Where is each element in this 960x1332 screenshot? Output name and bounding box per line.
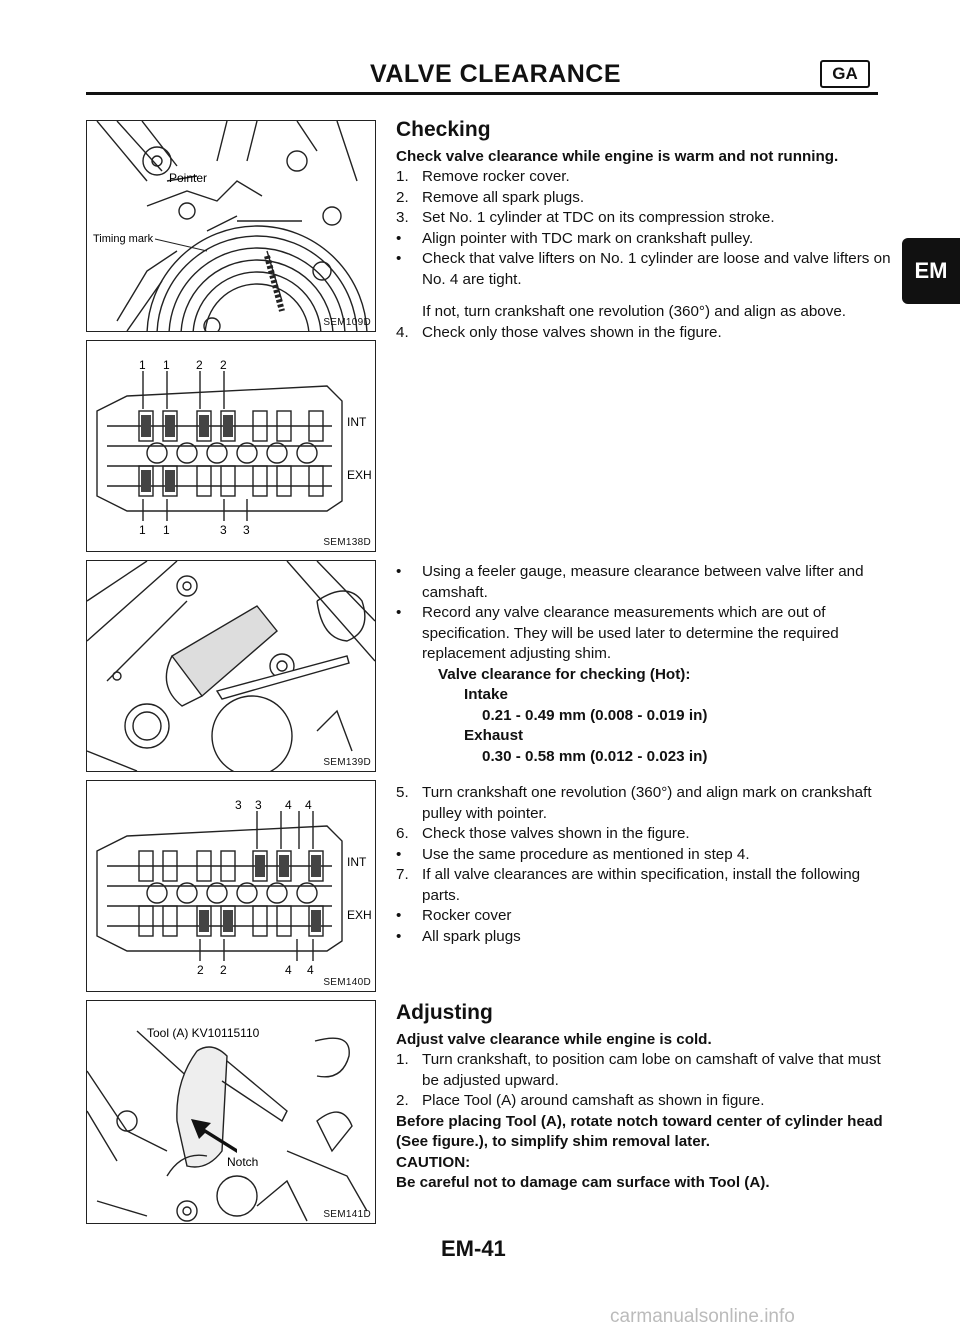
tool-label: Tool (A) KV10115110 [147, 1026, 260, 1040]
valve-number: 3 [220, 523, 227, 537]
list-item: • Record any valve clearance measurements which are out of specification. They will be used later to determine the required replacement adjusting shim. [396, 604, 839, 662]
note-text: If not, turn crankshaft one revolution (360°) and align as above. [422, 303, 846, 320]
list-item: 6. Check those valves shown in the figure. [396, 825, 690, 842]
engine-badge: GA [820, 60, 870, 88]
cylinder-head-diagram [87, 341, 375, 551]
checking-lead: Check valve clearance while engine is warm and not running. [396, 147, 839, 165]
valve-number: 2 [220, 963, 227, 977]
valve-number: 1 [163, 358, 170, 372]
timing-mark-label: Timing mark [93, 233, 154, 245]
second-check-section [396, 783, 892, 947]
valve-number: 4 [307, 963, 314, 977]
bold-note: Before placing Tool (A), rotate notch toward center of cylinder head (See figure.), to simplify shim removal later. [396, 1112, 883, 1150]
exhaust-label: Exhaust [464, 727, 524, 744]
caution-label: CAUTION: [396, 1153, 471, 1171]
checking-heading: Checking [396, 118, 491, 141]
measurement-section [396, 562, 892, 767]
valve-number: 2 [197, 963, 204, 977]
page-number: EM-41 [441, 1236, 506, 1261]
valve-number: 3 [243, 523, 250, 537]
valve-number: 3 [235, 798, 242, 812]
list-item: 1. Turn crankshaft, to position cam lobe on camshaft of valve that must be adjusted upward. [396, 1051, 881, 1089]
cylinder-head-diagram [87, 781, 375, 991]
exhaust-label: EXH [347, 468, 372, 482]
list-item: • All spark plugs [396, 927, 521, 945]
list-item: 1. Remove rocker cover. [396, 168, 570, 185]
intake-label: INT [347, 415, 367, 429]
adjusting-section [396, 1003, 892, 1194]
figure-code: SEM141D [323, 1209, 371, 1220]
valve-number: 2 [220, 358, 227, 372]
notch-label: Notch [227, 1155, 259, 1169]
list-item: • Rocker cover [396, 907, 512, 924]
figure-code: SEM140D [323, 977, 371, 988]
intake-value: 0.21 - 0.49 mm (0.008 - 0.019 in) [482, 706, 708, 724]
figure-tool-placement [86, 1000, 376, 1224]
valve-number: 1 [139, 358, 146, 372]
valve-number: 2 [196, 358, 203, 372]
figure-valve-layout-2 [86, 780, 376, 992]
adjusting-lead: Adjust valve clearance while engine is cold. [396, 1030, 712, 1048]
figure-code: SEM109D [323, 317, 371, 328]
valve-number: 1 [139, 523, 146, 537]
figure-feeler-gauge [86, 560, 376, 772]
list-item: 5. Turn crankshaft one revolution (360°) and align mark on crankshaft pulley with pointer. [396, 784, 872, 822]
list-item: 7. If all valve clearances are within specification, install the following parts. [396, 866, 861, 904]
figure-code: SEM139D [323, 757, 371, 768]
intake-label: INT [347, 855, 367, 869]
header-rule [86, 92, 878, 95]
pulley-illustration [87, 121, 375, 331]
pointer-label: Pointer [169, 171, 208, 185]
spec-title: Valve clearance for checking (Hot): [438, 665, 691, 683]
figure-code: SEM138D [323, 537, 371, 548]
feeler-gauge-illustration [87, 561, 375, 771]
list-item: • Using a feeler gauge, measure clearance between valve lifter and camshaft. [396, 563, 864, 601]
list-item: 2. Place Tool (A) around camshaft as shown in figure. [396, 1092, 765, 1109]
section-tab[interactable]: EM [902, 238, 960, 304]
list-item: 3. Set No. 1 cylinder at TDC on its compression stroke. [396, 209, 775, 226]
figure-pulley-timing [86, 120, 376, 332]
list-item: 2. Remove all spark plugs. [396, 188, 585, 206]
page-title: VALVE CLEARANCE [370, 60, 622, 88]
footer-watermark[interactable]: carmanualsonline.info [610, 1306, 795, 1327]
intake-label: Intake [464, 686, 508, 703]
list-item: • Align pointer with TDC mark on crankshaft pulley. [396, 229, 754, 247]
list-item: • Use the same procedure as mentioned in step 4. [396, 845, 750, 863]
valve-number: 4 [305, 798, 312, 812]
caution-text: Be careful not to damage cam surface with Tool (A). [396, 1174, 770, 1191]
figure-valve-layout-1 [86, 340, 376, 552]
exhaust-label: EXH [347, 908, 372, 922]
list-item: • Check that valve lifters on No. 1 cylinder are loose and valve lifters on No. 4 are tight. [396, 250, 891, 288]
exhaust-value: 0.30 - 0.58 mm (0.012 - 0.023 in) [482, 747, 708, 765]
adjusting-heading: Adjusting [396, 1001, 493, 1024]
valve-number: 1 [163, 523, 170, 537]
valve-number: 4 [285, 798, 292, 812]
valve-number: 3 [255, 798, 262, 812]
valve-number: 4 [285, 963, 292, 977]
checking-section [396, 120, 892, 343]
tool-illustration [87, 1001, 375, 1223]
list-item: 4. Check only those valves shown in the figure. [396, 323, 722, 341]
